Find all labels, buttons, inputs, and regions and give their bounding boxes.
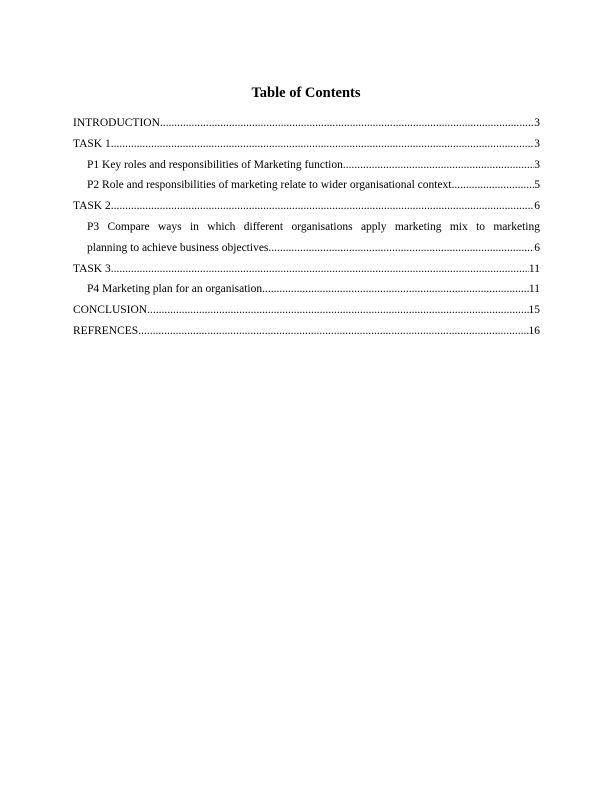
dot-leader — [262, 279, 529, 300]
toc-title: Table of Contents — [251, 85, 361, 101]
table-of-contents — [73, 113, 540, 342]
dot-leader — [147, 300, 528, 321]
toc-page-number: 5 — [534, 179, 540, 192]
toc-entry-conclusion[interactable] — [73, 300, 540, 321]
toc-entry-label: REFRENCES — [73, 324, 139, 337]
toc-page-number: 3 — [534, 158, 540, 171]
toc-entry-references[interactable] — [73, 321, 540, 342]
toc-entry-label: P2 Role and responsibilities of marketing relate to wider organisational context — [87, 179, 452, 192]
toc-page-number: 15 — [528, 304, 540, 317]
dot-leader — [452, 175, 535, 196]
toc-page-number: 11 — [528, 283, 540, 296]
toc-entry-label: P1 Key roles and responsibilities of Marketing function — [87, 158, 343, 171]
dot-leader — [111, 134, 535, 155]
toc-entry-p2[interactable] — [73, 175, 540, 196]
toc-entry-introduction[interactable] — [73, 113, 540, 134]
toc-entry-label: TASK 2 — [73, 200, 111, 213]
toc-entry-label: TASK 1 — [73, 137, 111, 150]
toc-entry-label: CONCLUSION — [73, 304, 148, 317]
toc-page-number: 6 — [534, 200, 540, 213]
toc-page-number: 3 — [534, 137, 540, 150]
toc-entry-label-line-2: planning to achieve business objectives — [87, 241, 269, 254]
dot-leader — [160, 113, 534, 134]
toc-page-number: 11 — [528, 262, 540, 275]
toc-entry-label: P4 Marketing plan for an organisation — [87, 283, 263, 296]
toc-entry-label-line-1: P3 Compare ways in which different organisations apply marketing mix to marketing — [87, 220, 540, 233]
toc-entry-task-1[interactable] — [73, 134, 540, 155]
toc-page-number: 16 — [528, 324, 540, 337]
dot-leader — [111, 259, 529, 280]
toc-entry-label: TASK 3 — [73, 262, 111, 275]
toc-entry-p3[interactable] — [73, 217, 540, 259]
dot-leader — [111, 196, 535, 217]
dot-leader — [343, 155, 534, 176]
toc-entry-p1[interactable] — [73, 155, 540, 176]
toc-page-number: 6 — [534, 241, 540, 254]
toc-page-number: 3 — [534, 117, 540, 129]
toc-entry-task-2[interactable] — [73, 196, 540, 217]
toc-entry-task-3[interactable] — [73, 259, 540, 280]
dot-leader — [138, 321, 528, 342]
dot-leader — [268, 238, 534, 259]
toc-entry-p4[interactable] — [73, 279, 540, 300]
toc-entry-label: INTRODUCTION — [73, 117, 160, 129]
